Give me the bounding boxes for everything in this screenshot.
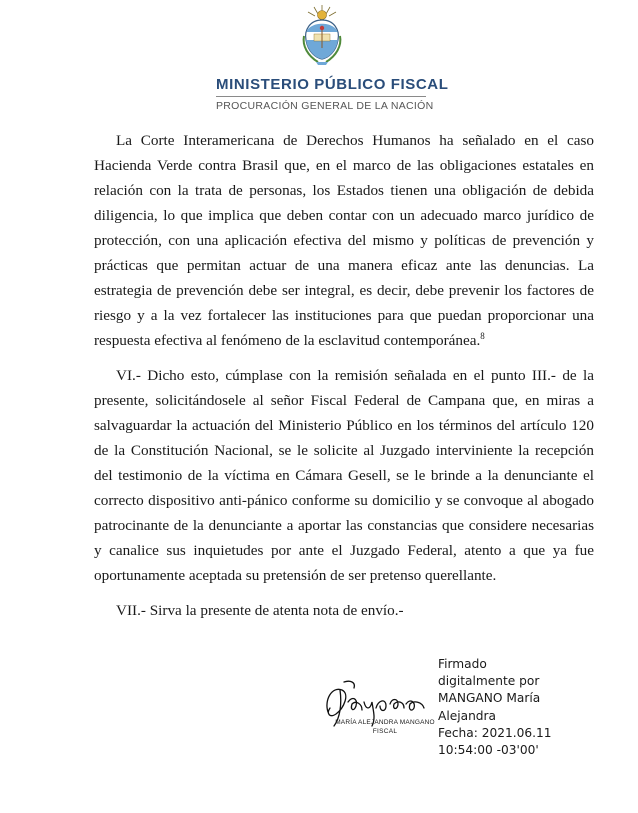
digital-signature-line-2: digitalmente por — [438, 674, 540, 689]
digital-signature-line-4: Alejandra — [438, 708, 497, 723]
ministry-title: MINISTERIO PÚBLICO FISCAL — [216, 76, 449, 93]
paragraph-2: VI.- Dicho esto, cúmplase con la remisión señalada en el punto III.- de la presente, solicitándosele al señor Fiscal Federal de Campana que, en miras a salvaguardar la actuación del Ministerio Público en los términos del artículo 120 de la Constitución Nacional, se le solicite al Juzgado interviniente la recepción del testimonio de la víctima en Cámara Gesell, se le brinde a la denunciante el correcto dispositivo anti-pánico conforme su domicilio y se convoque al abogado patrocinante de la denunciante a aportar las constancias que considere necesarias y canalice sus inquietudes por ante el Juzgado Federal, atento a que ya fue oportunamente aceptada su pretensión de ser pretenso querellante. — [94, 367, 594, 584]
digital-signature-line-3: MANGANO María — [438, 691, 541, 706]
ministry-subtitle: PROCURACIÓN GENERAL DE LA NACIÓN — [216, 100, 434, 112]
paragraph-3: VII.- Sirva la presente de atenta nota de envío.- — [116, 602, 404, 619]
digital-signature-line-6: 10:54:00 -03'00' — [438, 743, 539, 758]
digital-signature-line-5: Fecha: 2021.06.11 — [438, 725, 552, 740]
coat-of-arms-icon — [300, 4, 344, 66]
signatory-role: FISCAL — [372, 728, 398, 735]
paragraph-1-text: La Corte Interamericana de Derechos Humanos ha señalado en el caso Hacienda Verde contra Brasil que, en el marco de las obligaciones estatales en relación con la trata de personas, los Estados tienen una obligación de debida diligencia, lo que implica que deben contar con un adecuado marco jurídico de protección, con una aplicación efectiva del mismo y políticas de prevención y prácticas que permitan actuar de una manera eficaz ante las denuncias. La estrategia de prevención debe ser integral, es decir, debe prevenir los factores de riesgo y a la vez fortalecer las instituciones para que puedan proporcionar una respuesta efectiva al fenómeno de la esclavitud contemporánea. — [94, 132, 594, 349]
document-body — [94, 128, 594, 623]
signatory-name: MARÍA ALEJANDRA MANGANO — [335, 719, 435, 726]
digital-signature-line-1: Firmado — [438, 657, 487, 671]
paragraph-1 — [94, 128, 594, 353]
digital-signature-stamp — [438, 656, 598, 759]
footnote-reference[interactable]: 8 — [480, 330, 485, 341]
header-divider — [216, 96, 426, 97]
